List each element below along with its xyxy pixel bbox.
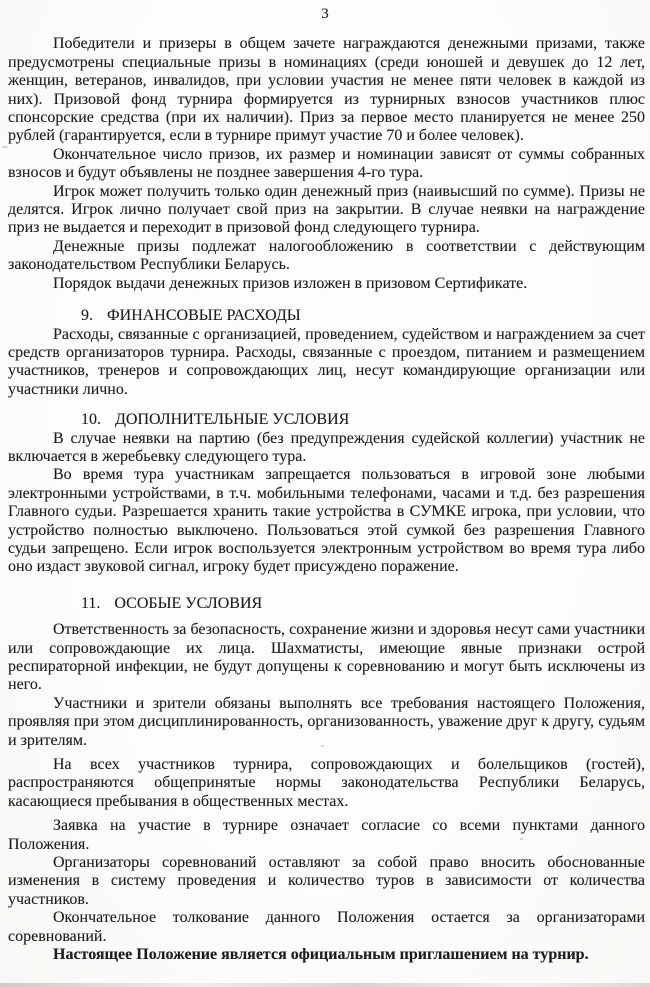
- section-heading-special-conditions: [8, 595, 645, 613]
- paragraph-prizes-final-count: Окончательное число призов, их размер и номинации зависят от суммы собранных взносов и будут объявлены не позднее завершения 4-го тура.: [8, 145, 645, 182]
- section-title: ФИНАНСОВЫЕ РАСХОДЫ: [107, 307, 301, 325]
- paragraph-electronic-devices: Во время тура участникам запрещается пользоваться в игровой зоне любыми электронными устройствами, в т.ч. мобильными телефонами, часами и т.д. без разрешения Главного судьи. Разрешается хранить такие устройства в СУМКЕ игрока, при условии, что устройство полностью выключено. Пользоваться этой сумкой без разрешения Главного судьи запрещено. Если игрок воспользуется электронным устройством во время тура либо оно издаст звуковой сигнал, игроку будет присуждено поражение.: [8, 466, 645, 576]
- closing-invitation-statement: Настоящее Положение является официальным приглашением на турнир.: [53, 946, 589, 964]
- paragraph-no-show: В случае неявки на партию (без предупреждения судейской коллегии) участник не включается в жеребьевку следующего тура.: [8, 429, 645, 465]
- section-number: 11.: [81, 594, 101, 612]
- paragraph-prizes-overview: Победители и призеры в общем зачете награждаются денежными призами, также предусмотрены специальные призы в номинациях (среди юношей и девушек до 12 лет, женщин, ветеранов, инвалидов, при условии участия не менее пяти человек в каждой из них). Призовой фонд турнира формируется из турнирных взносов участников плюс спонсорские средства (при их наличии). Приз за первое место планируется не менее 250 рублей (гарантируется, если в турнире примут участие 70 и более человек).: [8, 35, 645, 145]
- paragraph-expenses: Расходы, связанные с организацией, проведением, судейством и награждением за счет средств организаторов турнира. Расходы, связанные с проездом, питанием и размещением участников, тренеров и сопровождающих лиц, несут командирующие организации или участники лично.: [8, 325, 645, 398]
- scan-bottom-edge: [0, 983, 650, 987]
- section-heading-additional-conditions: [8, 411, 645, 429]
- section-heading-financial-expenses: [8, 307, 645, 325]
- paragraph-safety-responsibility: Ответственность за безопасность, сохранение жизни и здоровья несут сами участники или сопровождающие их лица. Шахматисты, имеющие явные признаки острой респираторной инфекции, не будут допущены к соревнованию и могут быть исключены из него.: [8, 621, 645, 694]
- paragraph-final-interpretation: Окончательное толкование данного Положения остается за организаторами соревнований.: [8, 909, 645, 945]
- document-body: [0, 23, 650, 964]
- paragraph-application-consent: Заявка на участие в турнире означает согласие со всеми пунктами данного Положения.: [8, 817, 645, 853]
- paragraph-prize-taxation: Денежные призы подлежат налогообложению в соответствии с действующим законодательством Республики Беларусь.: [8, 237, 645, 274]
- paragraph-organizers-rights: Организаторы соревнований оставляют за собой право вносить обоснованные изменения в систему проведения и количество туров в зависимости от количества участников.: [8, 854, 645, 908]
- section-number: 10.: [81, 411, 101, 429]
- section-title: ОСОБЫЕ УСЛОВИЯ: [114, 594, 263, 612]
- paragraph-prize-certificate: Порядок выдачи денежных призов изложен в призовом Сертификате.: [53, 274, 528, 292]
- page-number: 3: [321, 6, 329, 22]
- paragraph-participants-conduct: Участники и зрители обязаны выполнять все требования настоящего Положения, проявляя при этом дисциплинированность, организованность, уважение друг к другу, судьям и зрителям.: [8, 694, 645, 749]
- section-title: ДОПОЛНИТЕЛЬНЫЕ УСЛОВИЯ: [115, 411, 350, 429]
- paragraph-one-prize-rule: Игрок может получить только один денежный приз (наивысший по сумме). Призы не делятся. Игрок лично получает свой приз на закрытии. В случае неявки на награждение приз не выдается и переходит в призовой фонд следующего турнира.: [8, 182, 645, 237]
- paragraph-public-law: На всех участников турнира, сопровождающих и болельщиков (гостей), распространяются общепринятые нормы законодательства Республики Беларусь, касающиеся пребывания в общественных местах.: [8, 756, 645, 810]
- section-number: 9.: [81, 307, 93, 325]
